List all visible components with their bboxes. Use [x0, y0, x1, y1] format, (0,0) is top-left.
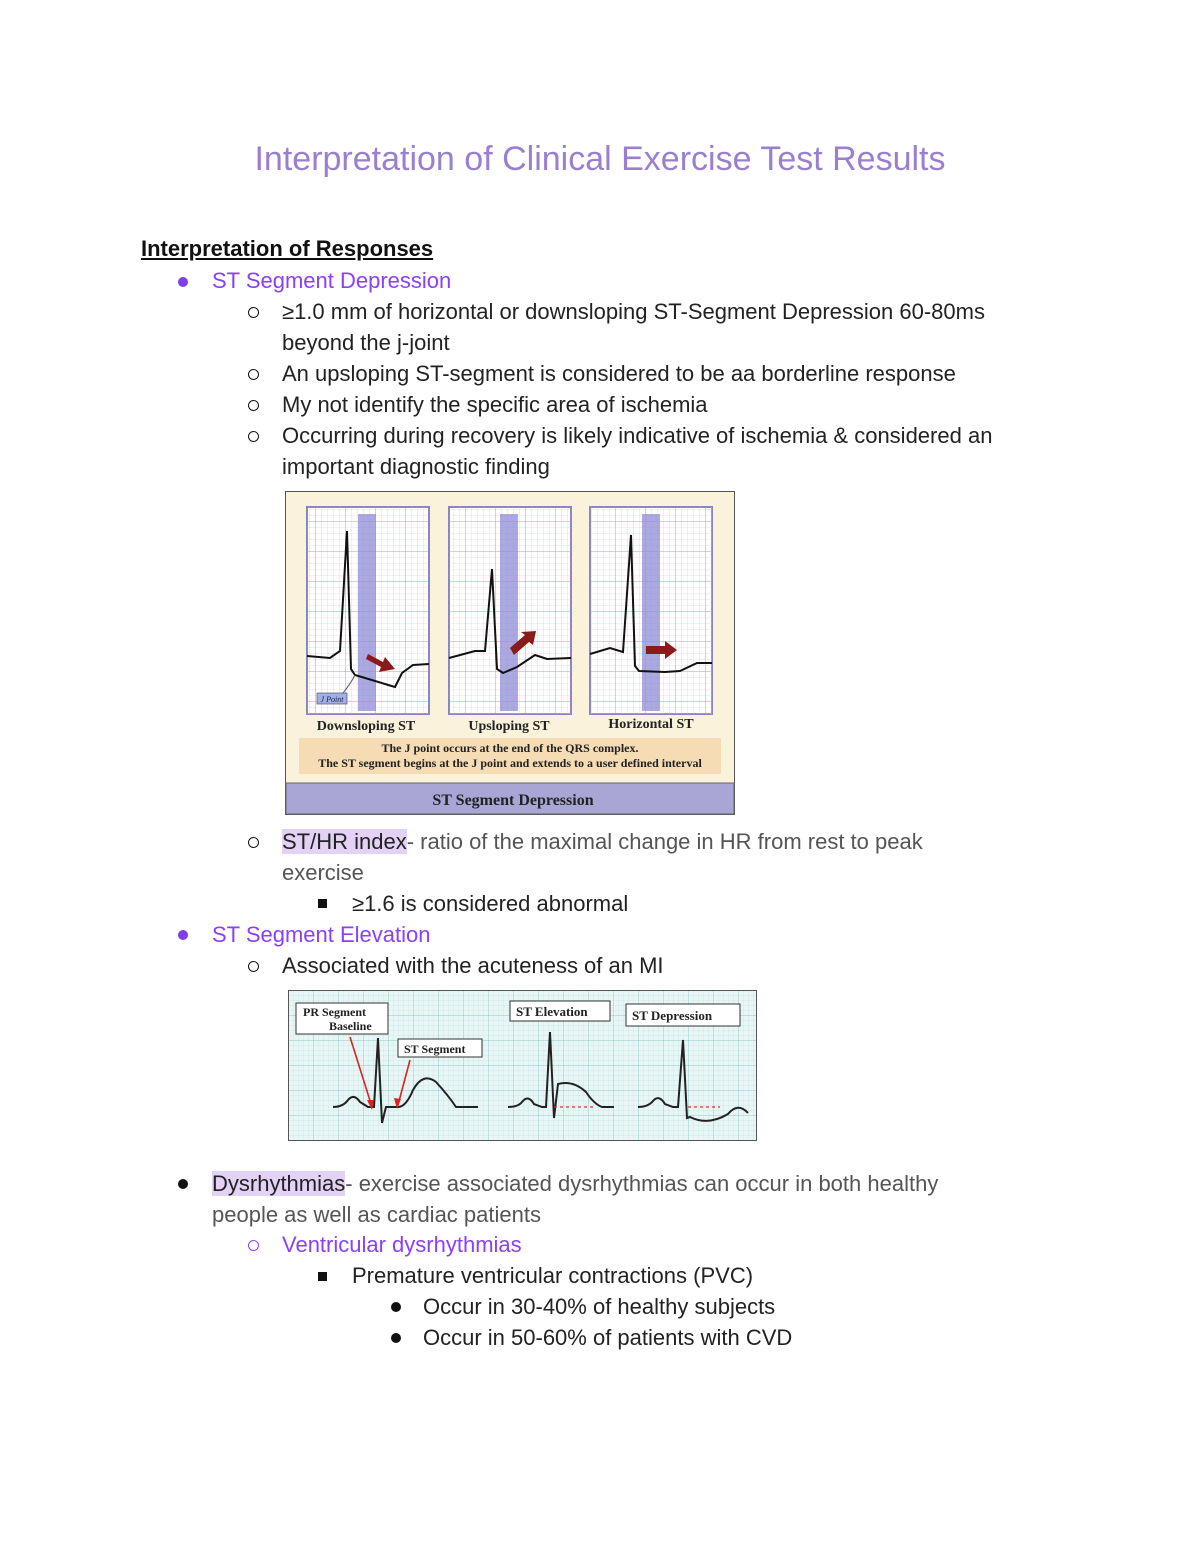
list-item — [212, 1168, 938, 1199]
square-bullet-icon — [318, 1272, 327, 1281]
st-depression-figure — [285, 491, 735, 815]
page-title: Interpretation of Clinical Exercise Test Results — [254, 140, 946, 178]
sthr-index-term: ST/HR index — [282, 829, 407, 854]
st-depression-heading: ST Segment Depression — [212, 268, 452, 293]
list-item: ≥1.0 mm of horizontal or downsloping ST-Segment Depression 60-80ms — [282, 299, 985, 324]
square-bullet-icon — [318, 899, 327, 908]
list-item: Occurring during recovery is likely indicative of ischemia & considered an — [282, 423, 993, 448]
st-elevation-figure — [288, 990, 757, 1141]
hollow-bullet-icon — [248, 307, 259, 318]
list-item: Occur in 30-40% of healthy subjects — [423, 1294, 776, 1319]
hollow-bullet-icon — [248, 837, 259, 848]
list-item: Occur in 50-60% of patients with CVD — [423, 1325, 793, 1350]
dysrhythmias-term: Dysrhythmias — [212, 1171, 346, 1196]
dysrhythmias-desc: - exercise associated dysrhythmias can occur in both healthy — [345, 1171, 939, 1196]
list-item: Premature ventricular contractions (PVC) — [352, 1263, 754, 1288]
panel-label-downsloping: Downsloping ST — [316, 719, 416, 734]
st-elevation-heading: ST Segment Elevation — [212, 922, 431, 947]
list-item: Associated with the acuteness of an MI — [282, 953, 664, 978]
sthr-index-desc: - ratio of the maximal change in HR from rest to peak — [406, 829, 923, 854]
list-item-continued: beyond the j-joint — [282, 330, 450, 355]
figure-note-line2: The ST segment begins at the J point and extends to a user defined interval — [318, 756, 702, 770]
hollow-bullet-icon — [248, 400, 259, 411]
section-heading: Interpretation of Responses — [141, 236, 434, 261]
ventricular-dysrhythmias-heading: Ventricular dysrhythmias — [282, 1232, 522, 1257]
bullet-icon — [178, 930, 188, 940]
panel-label-upsloping: Upsloping ST — [468, 719, 550, 734]
st-elevation-label: ST Elevation — [516, 1004, 588, 1019]
list-item-continued: exercise — [282, 860, 364, 885]
figure-caption: ST Segment Depression — [432, 792, 594, 809]
baseline-label: Baseline — [329, 1019, 372, 1033]
list-item: ≥1.6 is considered abnormal — [352, 891, 629, 916]
hollow-bullet-icon — [248, 961, 259, 972]
figure-note-line1: The J point occurs at the end of the QRS complex. — [381, 741, 639, 755]
panel-label-horizontal: Horizontal ST — [608, 717, 694, 732]
list-item-continued: people as well as cardiac patients — [212, 1202, 541, 1227]
jpoint-tag-text: J Point — [320, 695, 344, 704]
bullet-icon — [178, 1179, 188, 1189]
hollow-bullet-icon — [248, 431, 259, 442]
list-item: An upsloping ST-segment is considered to be aa borderline response — [282, 361, 956, 386]
bullet-icon — [391, 1333, 401, 1343]
hollow-bullet-icon — [248, 1240, 259, 1251]
pr-segment-label: PR Segment — [303, 1005, 366, 1019]
list-item-continued: important diagnostic finding — [282, 454, 550, 479]
bullet-icon — [178, 277, 188, 287]
st-depression-label: ST Depression — [632, 1008, 713, 1023]
st-segment-label: ST Segment — [404, 1042, 466, 1056]
list-item — [282, 826, 923, 857]
bullet-icon — [391, 1302, 401, 1312]
list-item: My not identify the specific area of ischemia — [282, 392, 708, 417]
hollow-bullet-icon — [248, 369, 259, 380]
